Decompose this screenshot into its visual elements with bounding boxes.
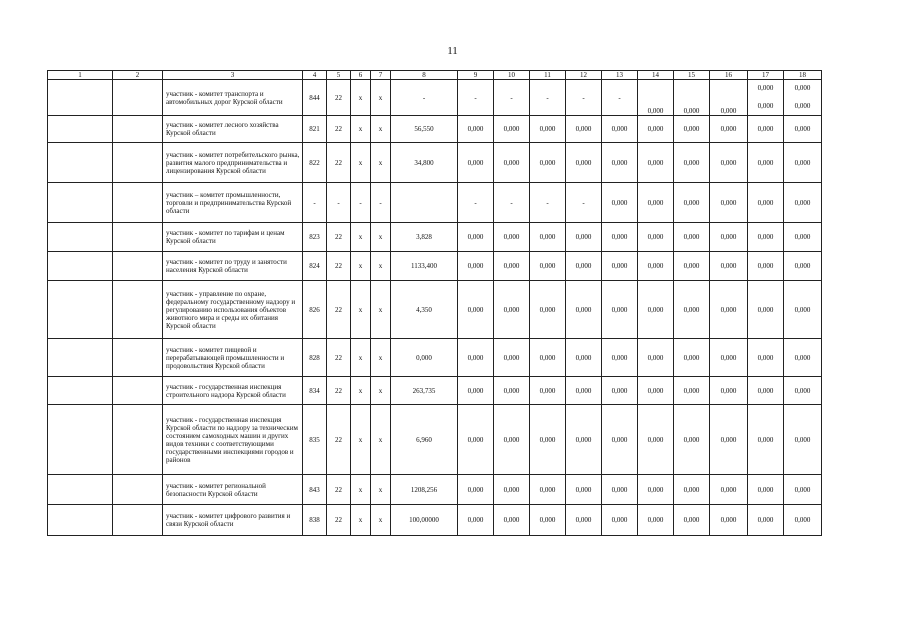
table-cell: 56,550 (391, 116, 458, 143)
table-cell: 0,000 (458, 505, 494, 536)
table-cell: 0,000 (566, 377, 602, 405)
table-cell: 0,000 (784, 475, 822, 505)
table-cell: 0,000 (602, 223, 638, 252)
table-cell: 0,000 (602, 116, 638, 143)
table-cell: x (351, 116, 371, 143)
table-cell: 821 (303, 116, 327, 143)
table-cell: - (602, 80, 638, 116)
table-cell: 0,000 (458, 281, 494, 339)
table-cell-col2 (113, 475, 163, 505)
table-cell: 0,000 (494, 223, 530, 252)
table-cell: 0,000 (784, 339, 822, 377)
table-cell: 0,000 (784, 505, 822, 536)
table-cell: 0,000 (494, 339, 530, 377)
table-cell: 843 (303, 475, 327, 505)
table-cell: 0,000 (674, 143, 710, 183)
table-cell: 0,000 (458, 252, 494, 281)
table-cell: 0,000 (674, 252, 710, 281)
table-cell: 0,000 (494, 475, 530, 505)
table-cell-col1 (48, 116, 113, 143)
column-header: 6 (351, 71, 371, 80)
participant-name: участник - комитет по труду и занятости населения Курской области (163, 252, 303, 281)
table-cell: 823 (303, 223, 327, 252)
table-cell: 22 (327, 223, 351, 252)
table-cell-col1 (48, 475, 113, 505)
table-cell: 22 (327, 475, 351, 505)
table-cell-col1 (48, 505, 113, 536)
column-header: 16 (710, 71, 748, 80)
table-cell: 0,000 (674, 505, 710, 536)
table-cell: 0,000 (784, 252, 822, 281)
table-cell: - (530, 183, 566, 223)
table-cell-col2 (113, 505, 163, 536)
table-cell: 0,000 (748, 505, 784, 536)
table-cell: - (327, 183, 351, 223)
table-cell: 0,000 (748, 223, 784, 252)
participant-name: участник – комитет промышленности, торговли и предпринимательства Курской области (163, 183, 303, 223)
table-cell: 0,000 (458, 475, 494, 505)
column-header: 9 (458, 71, 494, 80)
column-header: 7 (371, 71, 391, 80)
participant-name: участник - комитет пищевой и перерабатывающей промышленности и продовольствия Курской области (163, 339, 303, 377)
table-cell: 0,000 (566, 281, 602, 339)
table-cell: 0,000 (458, 116, 494, 143)
participant-name: участник - управление по охране, федеральному государственному надзору и регулированию использования объектов животного мира и среды их обитания Курской области (163, 281, 303, 339)
table-cell: 0,000 (710, 377, 748, 405)
table-cell: 22 (327, 252, 351, 281)
table-cell: x (351, 223, 371, 252)
table-cell: x (351, 475, 371, 505)
table-cell-col1 (48, 405, 113, 475)
table-cell: 0,000 (748, 143, 784, 183)
table-cell: 0,000 (710, 80, 748, 116)
table-row (48, 377, 822, 405)
table-cell: 0,000 (710, 223, 748, 252)
table-cell: - (494, 183, 530, 223)
table-cell: - (351, 183, 371, 223)
budget-table (47, 70, 822, 536)
table-cell: 22 (327, 281, 351, 339)
column-header: 4 (303, 71, 327, 80)
table-cell: 0,000 (602, 405, 638, 475)
table-cell: 0,000 (530, 281, 566, 339)
table-cell: x (371, 377, 391, 405)
table-cell: 824 (303, 252, 327, 281)
table-cell-col2 (113, 377, 163, 405)
table-cell: 834 (303, 377, 327, 405)
table-cell: 0,000 (602, 377, 638, 405)
table-cell: 22 (327, 405, 351, 475)
table-cell: 0,000 (638, 183, 674, 223)
table-cell: 0,000 (748, 281, 784, 339)
column-header: 12 (566, 71, 602, 80)
table-cell: x (371, 223, 391, 252)
table-cell: 0,000 (674, 405, 710, 475)
table-cell: 0,000 (530, 223, 566, 252)
table-cell-col2 (113, 223, 163, 252)
participant-name: участник - комитет региональной безопасности Курской области (163, 475, 303, 505)
table-cell: - (494, 80, 530, 116)
table-cell: 0,000 (710, 281, 748, 339)
table-cell: 0,000 (566, 116, 602, 143)
table-cell: 0,000 (530, 377, 566, 405)
table-cell: x (371, 80, 391, 116)
stacked-value-bottom: 0,000 (794, 102, 811, 110)
table-row (48, 80, 822, 116)
table-row (48, 252, 822, 281)
table-cell: 22 (327, 143, 351, 183)
table-cell: 0,000 (566, 405, 602, 475)
table-cell: x (351, 405, 371, 475)
table-cell-col1 (48, 80, 113, 116)
table-cell-col2 (113, 80, 163, 116)
table-cell: 0,000 (602, 143, 638, 183)
table-cell: 0,000 (391, 339, 458, 377)
stacked-value-top: 0,000 (757, 84, 774, 92)
table-cell: 0,000 (784, 116, 822, 143)
table-cell: x (371, 475, 391, 505)
participant-name: участник - комитет цифрового развития и связи Курской области (163, 505, 303, 536)
table-cell: 22 (327, 339, 351, 377)
table-cell: x (351, 339, 371, 377)
table-cell: 0,000 (638, 475, 674, 505)
column-header: 3 (163, 71, 303, 80)
table-cell-stacked (784, 80, 822, 116)
table-cell: 0,000 (784, 405, 822, 475)
table-row (48, 281, 822, 339)
table-cell: 263,735 (391, 377, 458, 405)
table-cell: 0,000 (566, 143, 602, 183)
table-cell-col1 (48, 183, 113, 223)
table-cell: 0,000 (638, 405, 674, 475)
table-cell: 0,000 (530, 116, 566, 143)
table-row (48, 143, 822, 183)
table-cell: 0,000 (638, 116, 674, 143)
table-cell: 0,000 (458, 143, 494, 183)
table-cell: x (351, 80, 371, 116)
table-cell: - (566, 80, 602, 116)
table-cell: 0,000 (602, 281, 638, 339)
table-cell: 22 (327, 377, 351, 405)
table-cell: 0,000 (494, 505, 530, 536)
table-cell: 826 (303, 281, 327, 339)
table-cell: 0,000 (748, 339, 784, 377)
table-cell: 0,000 (566, 252, 602, 281)
table-cell: 838 (303, 505, 327, 536)
table-cell-col2 (113, 339, 163, 377)
table-cell: 0,000 (638, 80, 674, 116)
table-cell-col2 (113, 183, 163, 223)
table-cell: 0,000 (710, 505, 748, 536)
column-header-row (48, 71, 822, 80)
table-cell: 0,000 (748, 377, 784, 405)
column-header: 8 (391, 71, 458, 80)
table-row (48, 223, 822, 252)
table-cell: 0,000 (530, 143, 566, 183)
table-cell: 0,000 (566, 223, 602, 252)
table-cell: 1208,256 (391, 475, 458, 505)
table-cell-col1 (48, 377, 113, 405)
table-cell: 3,828 (391, 223, 458, 252)
column-header: 1 (48, 71, 113, 80)
table-cell: 0,000 (748, 183, 784, 223)
table-row (48, 475, 822, 505)
participant-name: участник - комитет лесного хозяйства Курской области (163, 116, 303, 143)
table-cell: - (371, 183, 391, 223)
table-cell: 100,00000 (391, 505, 458, 536)
table-cell: 0,000 (530, 475, 566, 505)
table-cell: x (371, 143, 391, 183)
table-cell: 0,000 (748, 405, 784, 475)
participant-name: участник - комитет потребительского рынка, развития малого предпринимательства и лицензирования Курской области (163, 143, 303, 183)
table-cell: 0,000 (602, 252, 638, 281)
column-header: 14 (638, 71, 674, 80)
table-cell: 0,000 (494, 281, 530, 339)
table-cell: 0,000 (638, 252, 674, 281)
table-cell: x (351, 252, 371, 281)
table-cell-col2 (113, 405, 163, 475)
table-cell: 0,000 (674, 377, 710, 405)
table-cell: 0,000 (674, 281, 710, 339)
table-cell: 34,800 (391, 143, 458, 183)
table-cell: 0,000 (674, 80, 710, 116)
table-cell: 22 (327, 80, 351, 116)
table-row (48, 405, 822, 475)
table-row (48, 505, 822, 536)
stacked-value-top: 0,000 (794, 84, 811, 92)
table-cell: 0,000 (748, 116, 784, 143)
page-number: 11 (447, 45, 458, 57)
table-cell: 0,000 (602, 505, 638, 536)
table-cell: 0,000 (784, 223, 822, 252)
table-cell-col2 (113, 116, 163, 143)
table-cell: 0,000 (674, 223, 710, 252)
table-row (48, 116, 822, 143)
table-cell: 6,960 (391, 405, 458, 475)
participant-name: участник - государственная инспекция Курской области по надзору за техническим состоянием самоходных машин и других видов техники с соответствующими государственными инспекциями городов и районов (163, 405, 303, 475)
table-cell: 0,000 (710, 339, 748, 377)
table-cell: 0,000 (784, 183, 822, 223)
table-cell: - (391, 80, 458, 116)
table-cell: x (371, 505, 391, 536)
table-cell: 0,000 (458, 405, 494, 475)
table-cell: 1133,400 (391, 252, 458, 281)
table-cell: 0,000 (638, 339, 674, 377)
table-cell: 4,350 (391, 281, 458, 339)
table-cell: 0,000 (602, 339, 638, 377)
table-cell: - (458, 80, 494, 116)
table-cell: x (371, 339, 391, 377)
table-cell: 0,000 (530, 405, 566, 475)
table-cell-col2 (113, 143, 163, 183)
table-cell: - (303, 183, 327, 223)
table-cell: 0,000 (458, 339, 494, 377)
table-cell: x (371, 281, 391, 339)
column-header: 17 (748, 71, 784, 80)
column-header: 18 (784, 71, 822, 80)
table-cell: x (371, 116, 391, 143)
table-cell: x (351, 281, 371, 339)
column-header: 2 (113, 71, 163, 80)
table-cell: 0,000 (784, 281, 822, 339)
table-cell: 0,000 (784, 143, 822, 183)
table-cell: - (566, 183, 602, 223)
column-header: 13 (602, 71, 638, 80)
table-cell: 0,000 (494, 405, 530, 475)
table-cell: 822 (303, 143, 327, 183)
table-cell: 0,000 (638, 143, 674, 183)
table-cell: 0,000 (638, 281, 674, 339)
table-cell: 0,000 (530, 505, 566, 536)
table-cell: x (351, 143, 371, 183)
table-cell: 0,000 (710, 183, 748, 223)
table-cell: 0,000 (494, 143, 530, 183)
table-cell: 0,000 (566, 339, 602, 377)
table-cell: 22 (327, 505, 351, 536)
table-cell: 0,000 (710, 116, 748, 143)
table-cell: 0,000 (530, 252, 566, 281)
table-cell: 0,000 (748, 475, 784, 505)
participant-name: участник - комитет транспорта и автомобильных дорог Курской области (163, 80, 303, 116)
table-cell: - (530, 80, 566, 116)
table-cell: 0,000 (674, 183, 710, 223)
table-cell: x (351, 377, 371, 405)
table-cell-col2 (113, 252, 163, 281)
table-cell (391, 183, 458, 223)
table-cell: x (371, 405, 391, 475)
table-row (48, 183, 822, 223)
table-cell: x (371, 252, 391, 281)
table-cell: 0,000 (602, 475, 638, 505)
column-header: 11 (530, 71, 566, 80)
table-cell: 0,000 (494, 377, 530, 405)
table-cell: 0,000 (674, 339, 710, 377)
table-cell: 0,000 (710, 405, 748, 475)
table-cell-stacked (748, 80, 784, 116)
table-row (48, 339, 822, 377)
table-cell: 0,000 (458, 377, 494, 405)
table-cell: 0,000 (674, 475, 710, 505)
stacked-value-bottom: 0,000 (757, 102, 774, 110)
table-cell: 0,000 (748, 252, 784, 281)
table-cell: 0,000 (494, 116, 530, 143)
participant-name: участник - комитет по тарифам и ценам Курской области (163, 223, 303, 252)
table-cell-col1 (48, 339, 113, 377)
table-cell: 0,000 (566, 475, 602, 505)
table-cell: 0,000 (710, 475, 748, 505)
table-cell: 0,000 (710, 252, 748, 281)
table-cell: 0,000 (710, 143, 748, 183)
table-cell: 0,000 (638, 377, 674, 405)
table-cell: 0,000 (566, 505, 602, 536)
table-cell: 828 (303, 339, 327, 377)
table-cell: 0,000 (458, 223, 494, 252)
table-cell-col1 (48, 223, 113, 252)
table-cell: 0,000 (602, 183, 638, 223)
table-cell: 0,000 (530, 339, 566, 377)
table-cell-col1 (48, 281, 113, 339)
table-cell-col2 (113, 281, 163, 339)
table-cell: 0,000 (784, 377, 822, 405)
table-cell: 835 (303, 405, 327, 475)
table-cell: 22 (327, 116, 351, 143)
table-cell: 0,000 (494, 252, 530, 281)
table-cell: x (351, 505, 371, 536)
column-header: 15 (674, 71, 710, 80)
table-cell-col1 (48, 252, 113, 281)
table-cell: 0,000 (638, 223, 674, 252)
column-header: 10 (494, 71, 530, 80)
table-cell: 0,000 (638, 505, 674, 536)
participant-name: участник - государственная инспекция строительного надзора Курской области (163, 377, 303, 405)
table-cell: 844 (303, 80, 327, 116)
table-cell-col1 (48, 143, 113, 183)
column-header: 5 (327, 71, 351, 80)
table-cell: 0,000 (674, 116, 710, 143)
table-cell: - (458, 183, 494, 223)
